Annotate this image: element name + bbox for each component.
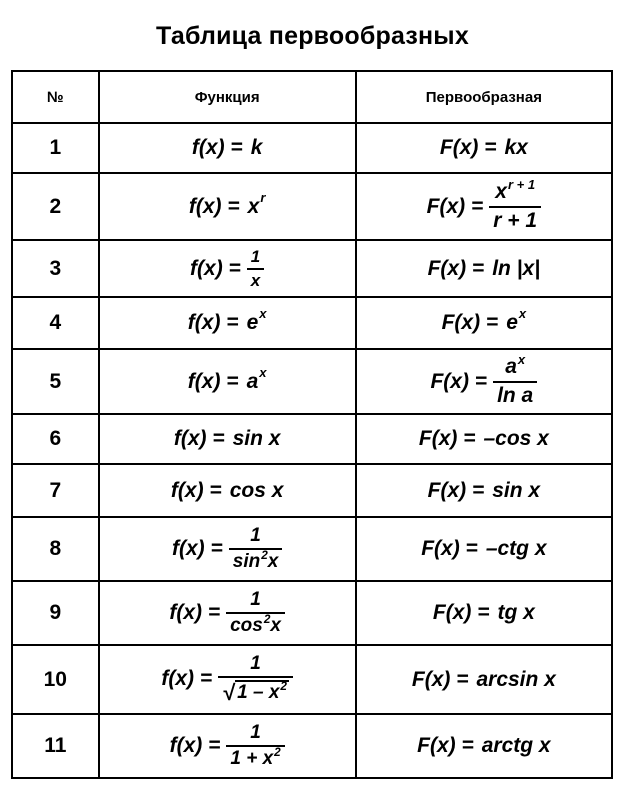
radical-sign: √: [222, 680, 235, 706]
antiderivative-cell: [356, 240, 612, 297]
function-base: e: [246, 311, 259, 334]
table-row: [12, 173, 612, 240]
table-row: [12, 581, 612, 645]
denominator: x: [247, 268, 264, 290]
function-lhs: f(x) =: [169, 734, 221, 757]
denominator-exponent: 2: [274, 745, 281, 759]
function-lhs: f(x) =: [188, 194, 240, 218]
denominator-base: 1 + x: [230, 748, 274, 769]
antiderivative-lhs: F(x) =: [417, 734, 474, 757]
antiderivative-lhs: F(x) =: [430, 369, 488, 393]
function-lhs: f(x) =: [169, 601, 221, 624]
header-number: №: [12, 71, 99, 123]
antiderivative-cell: [356, 123, 612, 173]
function-cell: [99, 414, 356, 464]
antiderivative-cell: [356, 464, 612, 517]
function-cell: [99, 517, 356, 581]
function-lhs: f(x) =: [190, 256, 241, 280]
table-row: [12, 123, 612, 173]
function-base: x: [247, 194, 260, 218]
table-header-row: [12, 71, 612, 123]
numerator: 1: [250, 589, 261, 611]
antiderivative-cell: [356, 297, 612, 349]
header-function: Функция: [99, 71, 356, 123]
table-row: [12, 297, 612, 349]
antiderivative-lhs: F(x) =: [421, 537, 478, 560]
numerator-exponent: r + 1: [507, 177, 536, 193]
row-number: 5: [12, 349, 99, 414]
antiderivative-rhs: sin x: [492, 478, 541, 502]
antiderivative-cell: [356, 581, 612, 645]
denominator-exponent: 2: [261, 548, 268, 562]
antiderivative-fraction: [489, 177, 541, 232]
table-row: [12, 349, 612, 414]
function-lhs: f(x) =: [191, 136, 243, 159]
function-exponent: r: [260, 189, 266, 205]
denominator: r + 1: [489, 206, 541, 232]
antiderivative-rhs: arcsin x: [476, 667, 556, 691]
numerator-exponent: x: [517, 352, 526, 368]
row-number: 9: [12, 581, 99, 645]
row-number: 2: [12, 173, 99, 240]
table-row: [12, 464, 612, 517]
table-row: [12, 414, 612, 464]
radicand: 1 – x: [237, 681, 280, 703]
function-rhs: cos x: [229, 478, 284, 502]
antiderivative-lhs: F(x) =: [439, 136, 497, 159]
function-lhs: f(x) =: [171, 537, 223, 560]
table-row: [12, 645, 612, 714]
function-lhs: f(x) =: [173, 427, 225, 450]
function-exponent: x: [259, 306, 267, 322]
numerator: 1: [250, 525, 261, 547]
function-cell: [99, 123, 356, 173]
function-cell: [99, 645, 356, 714]
antiderivative-rhs: kx: [504, 136, 528, 159]
function-fraction: [226, 723, 284, 769]
square-root: [222, 680, 289, 704]
antiderivative-lhs: F(x) =: [432, 601, 490, 624]
antiderivative-rhs: arctg x: [481, 734, 551, 757]
row-number: 11: [12, 714, 99, 778]
function-cell: [99, 240, 356, 297]
antiderivative-rhs: –cos x: [483, 427, 549, 450]
function-rhs: k: [250, 136, 263, 159]
numerator: 1: [250, 653, 261, 675]
row-number: 1: [12, 123, 99, 173]
function-rhs: sin x: [232, 427, 281, 450]
antiderivative-cell: [356, 517, 612, 581]
antiderivative-exponent: x: [518, 306, 527, 322]
function-fraction: [218, 654, 293, 705]
page-title: Таблица первообразных: [156, 22, 469, 50]
antiderivative-cell: [356, 645, 612, 714]
table-row: [12, 714, 612, 778]
function-lhs: f(x) =: [187, 369, 239, 393]
antiderivative-base: e: [506, 311, 518, 334]
antiderivative-cell: [356, 173, 612, 240]
function-lhs: f(x) =: [187, 311, 239, 334]
antiderivative-cell: [356, 714, 612, 778]
function-fraction: [229, 526, 283, 572]
denominator-base: cos: [230, 615, 263, 636]
antiderivative-lhs: F(x) =: [441, 311, 499, 334]
radicand-exponent: 2: [280, 679, 287, 693]
antiderivative-table: [11, 70, 613, 779]
function-cell: [99, 464, 356, 517]
numerator-base: x: [495, 180, 507, 204]
function-cell: [99, 581, 356, 645]
row-number: 3: [12, 240, 99, 297]
function-fraction: [247, 248, 264, 290]
denominator-tail: x: [267, 551, 279, 572]
numerator: 1: [250, 722, 261, 744]
numerator: 1: [250, 246, 261, 266]
antiderivative-lhs: F(x) =: [426, 194, 484, 218]
function-lhs: f(x) =: [170, 478, 222, 502]
function-cell: [99, 349, 356, 414]
numerator-base: a: [505, 355, 517, 379]
table-row: [12, 517, 612, 581]
function-exponent: x: [259, 364, 267, 380]
denominator-tail: x: [270, 615, 281, 636]
antiderivative-fraction: [493, 352, 537, 407]
denominator-exponent: 2: [263, 612, 271, 626]
function-lhs: f(x) =: [161, 667, 213, 691]
antiderivative-lhs: F(x) =: [427, 256, 485, 280]
row-number: 8: [12, 517, 99, 581]
antiderivative-lhs: F(x) =: [411, 667, 469, 691]
antiderivative-cell: [356, 414, 612, 464]
table-row: [12, 240, 612, 297]
antiderivative-rhs: tg x: [497, 601, 535, 624]
row-number: 6: [12, 414, 99, 464]
antiderivative-lhs: F(x) =: [427, 478, 485, 502]
antiderivative-lhs: F(x) =: [418, 427, 476, 450]
row-number: 4: [12, 297, 99, 349]
function-base: a: [246, 369, 259, 393]
function-cell: [99, 297, 356, 349]
row-number: 10: [12, 645, 99, 714]
row-number: 7: [12, 464, 99, 517]
header-antiderivative: Первообразная: [356, 71, 612, 123]
antiderivative-rhs: ln |x|: [492, 256, 541, 280]
function-cell: [99, 173, 356, 240]
denominator-base: sin: [232, 551, 261, 572]
antiderivative-cell: [356, 349, 612, 414]
antiderivative-rhs: –ctg x: [485, 537, 547, 560]
denominator: ln a: [493, 381, 537, 407]
function-fraction: [226, 590, 285, 636]
function-cell: [99, 714, 356, 778]
